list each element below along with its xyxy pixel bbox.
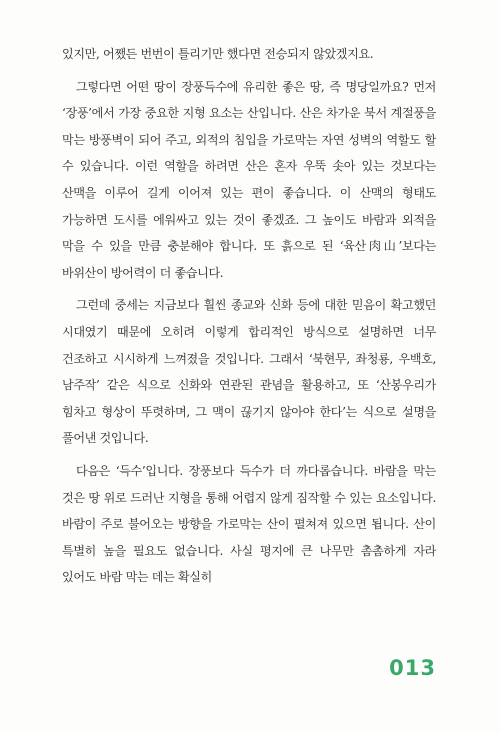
paragraph-jangpung: 그렇다면 어떤 땅이 장풍득수에 유리한 좋은 땅, 즉 명당일까요? 먼저 ‘장풍’에서 가장 중요한 지형 요소는 산입니다. 산은 차가운 북서 계절풍을 막는 방풍벽이 되어 주고, 외적의 침입을 가로막는 자연 성벽의 역할도 할 수 있습니다. 이런 역할을 하려면 산은 혼자 우뚝 솟아 있는 것보다는 산맥을 이루어 길게 이어져 있는 편이 좋습니다. 이 산맥의 형태도 가능하면 도시를 에워싸고 있는 것이 좋겠죠. 그 높이도 바람과 외적을 막을 수 있을 만큼 충분해야 합니다. 또 흙으로 된 ‘육산肉山’보다는 바위산이 방어력이 더 좋습니다. [62, 79, 436, 280]
paragraph-deuksu: 다음은 ‘득수’입니다. 장풍보다 득수가 더 까다롭습니다. 바람을 막는 것은 땅 위로 드러난 지형을 통해 어렵지 않게 짐작할 수 있는 요소입니다. 바람이 주로 불어오는 방향을 가로막는 산이 펼쳐져 있으면 됩니다. 산이 특별히 높을 필요도 없습니다. 사실 평지에 큰 나무만 촘촘하게 자라 있어도 바람 막는 데는 확실히 [62, 463, 436, 585]
paragraph-medieval: 그런데 중세는 지금보다 훨씬 종교와 신화 등에 대한 믿음이 확고했던 시대였기 때문에 오히려 이렇게 합리적인 방식으로 설명하면 너무 건조하고 시시하게 느껴졌을 것입니다. 그래서 ‘북현무, 좌청룡, 우백호, 남주작’ 같은 식으로 신화와 연관된 관념을 활용하고, 또 ‘산봉우리가 힘차고 형상이 뚜렷하며, 그 맥이 끊기지 않아야 한다’는 식으로 설명을 풀어낸 것입니다. [62, 298, 436, 446]
body-text [62, 41, 436, 597]
paragraph-continuation: 있지만, 어쨌든 번번이 틀리기만 했다면 전승되지 않았겠지요. [62, 47, 374, 61]
page-number: 013 [389, 656, 436, 680]
